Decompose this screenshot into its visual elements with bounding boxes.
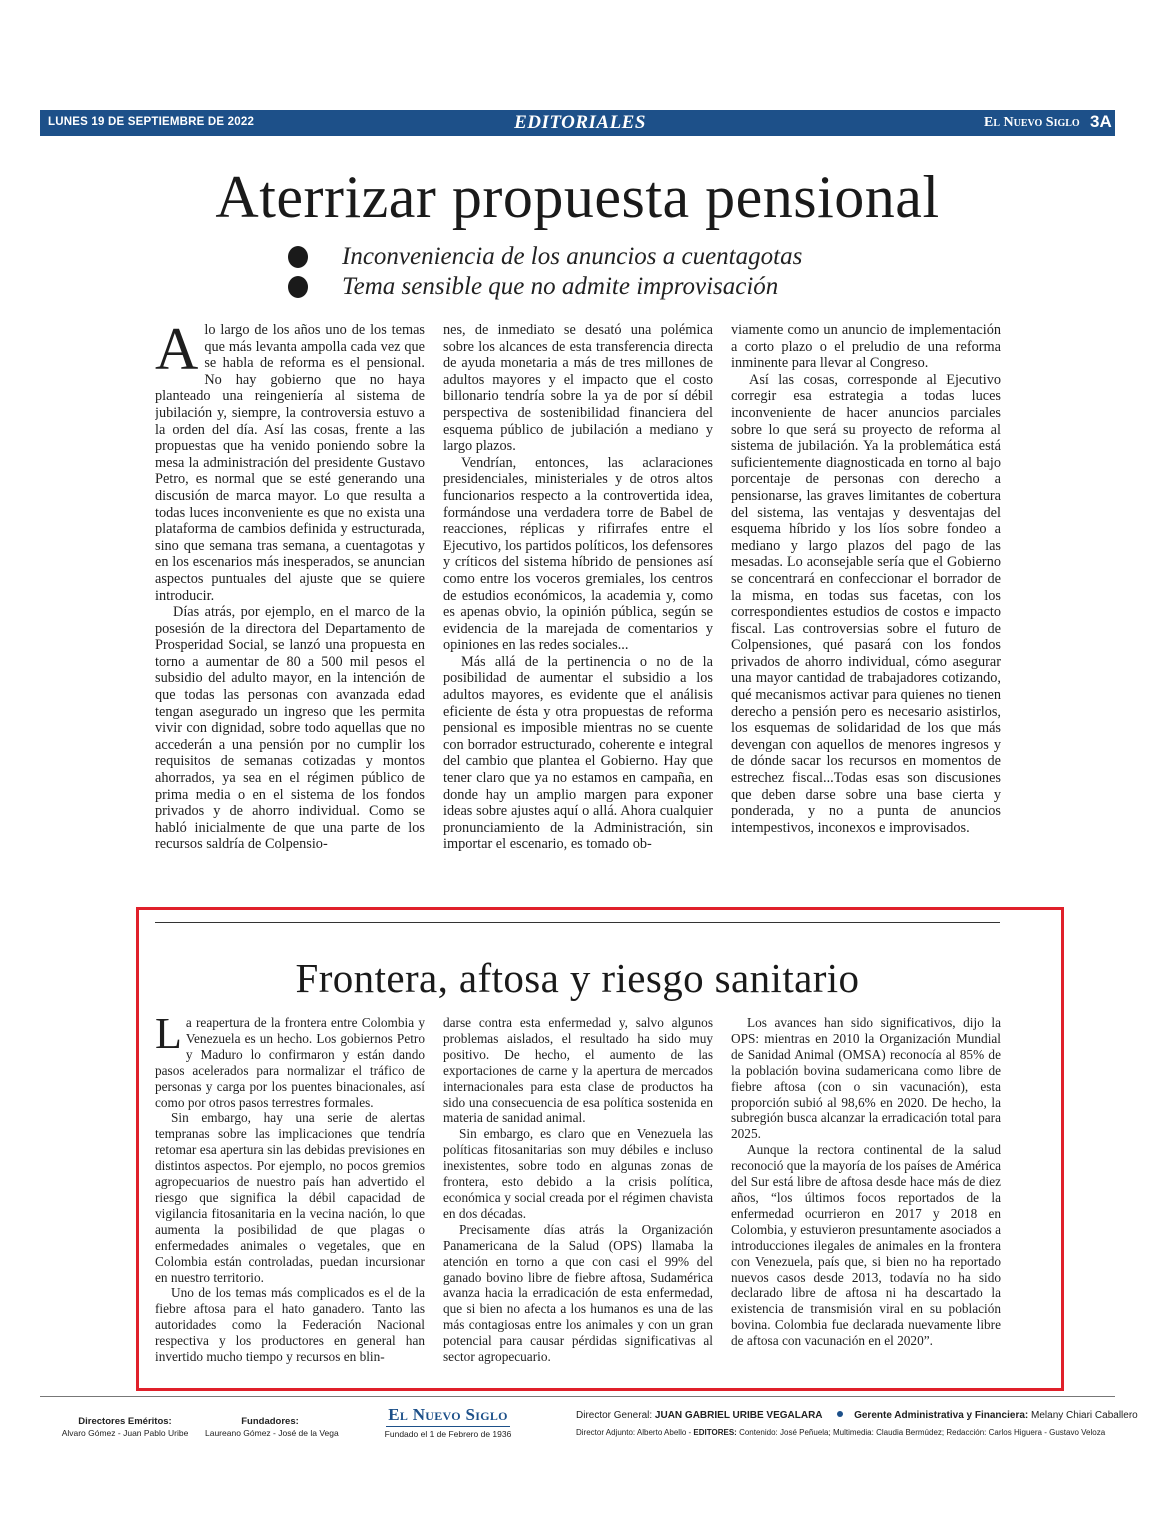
editorial-2-title: Frontera, aftosa y riesgo sanitario bbox=[295, 955, 860, 1001]
drop-cap: A bbox=[155, 322, 199, 382]
editorial-1-column-2 bbox=[443, 322, 713, 897]
editorial-1-column-3 bbox=[731, 322, 1001, 897]
redaccion-names: Carlos Higuera - Gustavo Veloza bbox=[988, 1428, 1106, 1437]
paragraph: viamente como un anuncio de implementación a corto plazo o el preludio de una reforma inminente para llevar al Congreso. bbox=[731, 322, 1001, 372]
bullet-icon bbox=[837, 1411, 843, 1417]
gerente-name: Melany Chiari Caballero bbox=[1031, 1410, 1138, 1421]
multimedia-name: Claudia Bermúdez; bbox=[876, 1428, 945, 1437]
fundadores-label: Fundadores: bbox=[241, 1416, 299, 1427]
paragraph bbox=[155, 1015, 425, 1110]
staff-line-1 bbox=[576, 1410, 1138, 1421]
bullet-icon bbox=[288, 246, 308, 268]
paragraph: Precisamente días atrás la Organización Panamericana de la Salud (OPS) llamaba la atención en torno a que con casi el 99% del ganado bovino libre de fiebre aftosa, Sudamérica avanza hacia la erradicación de esta enfermedad, que si bien no afecta a los humanos es una de las más contagiosas entre los animales y con un gran potencial para causar pérdidas significativas al sector agropecuario. bbox=[443, 1221, 713, 1365]
bullet-icon bbox=[288, 276, 308, 298]
footer-divider bbox=[40, 1396, 1115, 1397]
multimedia-label: Multimedia: bbox=[832, 1428, 874, 1437]
editores-label: EDITORES: bbox=[693, 1428, 737, 1437]
section-name: EDITORIALES bbox=[514, 112, 646, 133]
directores-label: Directores Eméritos: bbox=[78, 1416, 172, 1427]
drop-cap: L bbox=[155, 1015, 182, 1058]
subtitle-text: Inconveniencia de los anuncios a cuentagotas bbox=[342, 243, 803, 270]
editorial-2-column-2 bbox=[443, 1015, 713, 1370]
staff-line-2 bbox=[576, 1428, 1105, 1437]
directores-names: Alvaro Gómez - Juan Pablo Uribe bbox=[61, 1428, 189, 1438]
newspaper-logo: El Nuevo Siglo bbox=[388, 1405, 508, 1424]
paragraph: Los avances han sido significativos, dijo la OPS: mientras en 2010 la Organización Mundial de Sanidad Animal (OMSA) reconocía al 85% de la población bovina sudamericana como libre de fiebre aftosa (con o sin vacunación), esta proporción subió al 98,6% en 2020. De hecho, la subregión busca alcanzar la erradicación total para 2025. bbox=[731, 1015, 1001, 1142]
paragraph-text: lo largo de los años uno de los temas que más levanta ampolla cada vez que se habla de reforma es el pensional. No hay gobierno que no haya planteado una reingeniería al sistema de jubilación y, siempre, la controversia estuvo a la orden del día. Así las cosas, frente a las propuestas que ha venido poniendo sobre la mesa la administración del presidente Gustavo Petro, es normal que se esté generando una discusión de marca mayor. Lo que resulta a todas luces inconveniente es que no exista una plataforma de cambios definida y estructurada, sino que semana tras semana, a cuentagotas y en los escenarios más inesperados, se anuncian aspectos puntuales del ajuste que se quiere introducir. bbox=[155, 322, 425, 604]
paragraph: nes, de inmediato se desató una polémica sobre los alcances de esta transferencia directa de ayuda monetaria a más de tres millones de adultos mayores y el impacto que el costo billonario tendría sobre la ya de por sí débil perspectiva de sostenibilidad financiera del esquema público de jubilación a mediano y largo plazos. bbox=[443, 322, 713, 455]
founded-date: Fundado el 1 de Febrero de 1936 bbox=[384, 1429, 512, 1439]
paragraph: Sin embargo, es claro que en Venezuela las políticas fitosanitarias son muy débiles e incluso inexistentes, sobre todo en algunas zonas de frontera, esto debido a la crisis política, económica y social creada por el régimen chavista en dos décadas. bbox=[443, 1126, 713, 1221]
newspaper-name: El Nuevo Siglo bbox=[984, 115, 1080, 130]
page-number: 3A bbox=[1090, 112, 1112, 131]
logo-underline bbox=[386, 1426, 510, 1427]
gerente-label: Gerente Administrativa y Financiera: bbox=[854, 1410, 1029, 1421]
subtitle-text: Tema sensible que no admite improvisación bbox=[342, 273, 779, 300]
director-general-label: Director General: bbox=[576, 1410, 653, 1421]
paragraph: darse contra esta enfermedad y, salvo algunos problemas aislados, el resultado ha sido muy positivo. De hecho, el aumento de las exportaciones de carne y la apertura de mercados internacionales para esta clase de productos ha sido una consecuencia de esa política sostenida en materia de sanidad animal. bbox=[443, 1015, 713, 1126]
director-general-name: JUAN GABRIEL URIBE VEGALARA bbox=[654, 1410, 823, 1421]
paragraph bbox=[155, 322, 425, 604]
director-adjunto-name: Alberto Abello - bbox=[636, 1428, 692, 1437]
editorial-2-column-1 bbox=[155, 1015, 425, 1370]
issue-date: LUNES 19 DE SEPTIEMBRE DE 2022 bbox=[48, 116, 255, 128]
director-adjunto-label: Director Adjunto: bbox=[576, 1428, 636, 1437]
editorial-2-column-3 bbox=[731, 1015, 1001, 1370]
paragraph: Días atrás, por ejemplo, en el marco de la posesión de la directora del Departamento de Prosperidad Social, se lanzó una propuesta en torno a aumentar de 80 a 500 mil pesos el subsidio del adulto mayor, en la intención de que todas las personas con avanzada edad tengan asegurado un ingreso que les permita vivir con dignidad, sobre todo aquellas que no accederán a una pensión por no cumplir los requisitos de semanas cotizadas y montos ahorrados, ya sea en el régimen público de prima media o en el sistema de los fondos privados y de ahorro individual. Como se habló inicialmente de que una parte de los recursos saldría de Colpensio- bbox=[155, 604, 425, 853]
paragraph: Así las cosas, corresponde al Ejecutivo corregir esa estrategia a todas luces inconveniente de hacer anuncios parciales sobre lo que será su proyecto de reforma al sistema de jubilación. Ya la problemática está suficientemente diagnosticada en torno al bajo porcentaje de personas con derecho a pensionarse, las graves limitantes de cobertura del sistema, las ventajas y desventajas del esquema híbrido y los líos sobre fondeo a mediano y largo plazos del pago de las mesadas. Lo aconsejable sería que el Gobierno se concentrará en confeccionar el borrador de la misma, en todas sus facetas, con los correspondientes estudios de costos e impacto fiscal. Las controversias sobre el futuro de Colpensiones, qué pasará con los fondos privados de ahorro individual, cómo asegurar una mayor cantidad de trabajadores cotizando, qué mecanismos activar para quienes no tienen derecho a pensión pero es necesario asistirlos, los esquemas de solidaridad de los que más devengan con aquellos de menores ingresos y de dónde sacar los recursos en momentos de estrechez fiscal...Todas esas son discusiones que deben darse sobre una base cierta y ponderada, y no a punta de anuncios intempestivos, inconexos e improvisados. bbox=[731, 371, 1001, 836]
contenido-label: Contenido: bbox=[739, 1428, 778, 1437]
paragraph: Vendrían, entonces, las aclaraciones presidenciales, ministeriales y de otros altos funcionarios respecto a la controvertida idea, formándose una verdadera torre de Babel de reacciones, réplicas y rifirrafes entre el Ejecutivo, los partidos políticos, los defensores y críticos del sistema híbrido de pensiones así como entre los voceros gremiales, los centros de estudios económicos, la academia y, como es apenas obvio, la opinión pública, según se evidencia de la marejada de comentarios y opiniones en las redes sociales... bbox=[443, 454, 713, 654]
paragraph: Sin embargo, hay una serie de alertas tempranas sobre las implicaciones que tendría retomar esa apertura sin las debidas previsiones en distintos aspectos. Por ejemplo, no pocos gremios agropecuarios de nuestro país han advertido el riesgo que significa la débil capacidad de vigilancia fitosanitaria en la vecina nación, lo que aumenta la posibilidad de que plagas o enfermedades animales o vegetales, que en Colombia están controladas, puedan incursionar en nuestro territorio. bbox=[155, 1110, 425, 1285]
redaccion-label: Redacción: bbox=[946, 1428, 987, 1437]
editorial-1-column-1 bbox=[155, 322, 425, 897]
paragraph: Aunque la rectora continental de la salud reconoció que la mayoría de los países de América del Sur está libre de aftosa desde hace más de diez años, “los últimos focos reportados de la enfermedad ocurrieron en 2017 y 2018 en Colombia, y estuvieron presuntamente asociados a introducciones ilegales de animales en la frontera con Venezuela, país que, si bien no ha reportado nuevos casos desde 2013, todavía no ha sido declarado libre de aftosa ni ha descartado la existencia de transmisión viral en su población bovina. Colombia fue declarada nuevamente libre de aftosa con vacunación en el 2020”. bbox=[731, 1142, 1001, 1349]
editorial-1-title: Aterrizar propuesta pensional bbox=[215, 164, 940, 230]
section-header-bar bbox=[40, 110, 1115, 136]
fundadores-names: Laureano Gómez - José de la Vega bbox=[205, 1428, 339, 1438]
paragraph: Uno de los temas más complicados es el de la fiebre aftosa para el hato ganadero. Tanto las autoridades como la Federación Nacional respectiva y los productores en general han invertido mucho tiempo y recursos en blin- bbox=[155, 1285, 425, 1365]
contenido-name: José Peñuela; bbox=[780, 1428, 831, 1437]
paragraph: Más allá de la pertinencia o no de la posibilidad de aumentar el subsidio a los adultos mayores, es evidente que el análisis eficiente de ésta y otra propuestas de reforma pensional es imposible mientras no se cuente con borrador estructurado, coherente e integral del cambio que plantea el Gobierno. Hay que tener claro que ya no estamos en campaña, en donde hay un amplio margen para exponer ideas sobre ajustes aquí o allá. Ahora cualquier pronunciamiento de la Administración, sin importar el escenario, es tomado ob- bbox=[443, 653, 713, 853]
divider bbox=[155, 922, 1000, 923]
paragraph-text: a reapertura de la frontera entre Colombia y Venezuela es un hecho. Los gobiernos Petro y Maduro lo confirmaron y están dando pasos acelerados para normalizar el tráfico de personas y carga por los puentes binacionales, así como por otros pasos terrestres formales. bbox=[155, 1015, 425, 1110]
